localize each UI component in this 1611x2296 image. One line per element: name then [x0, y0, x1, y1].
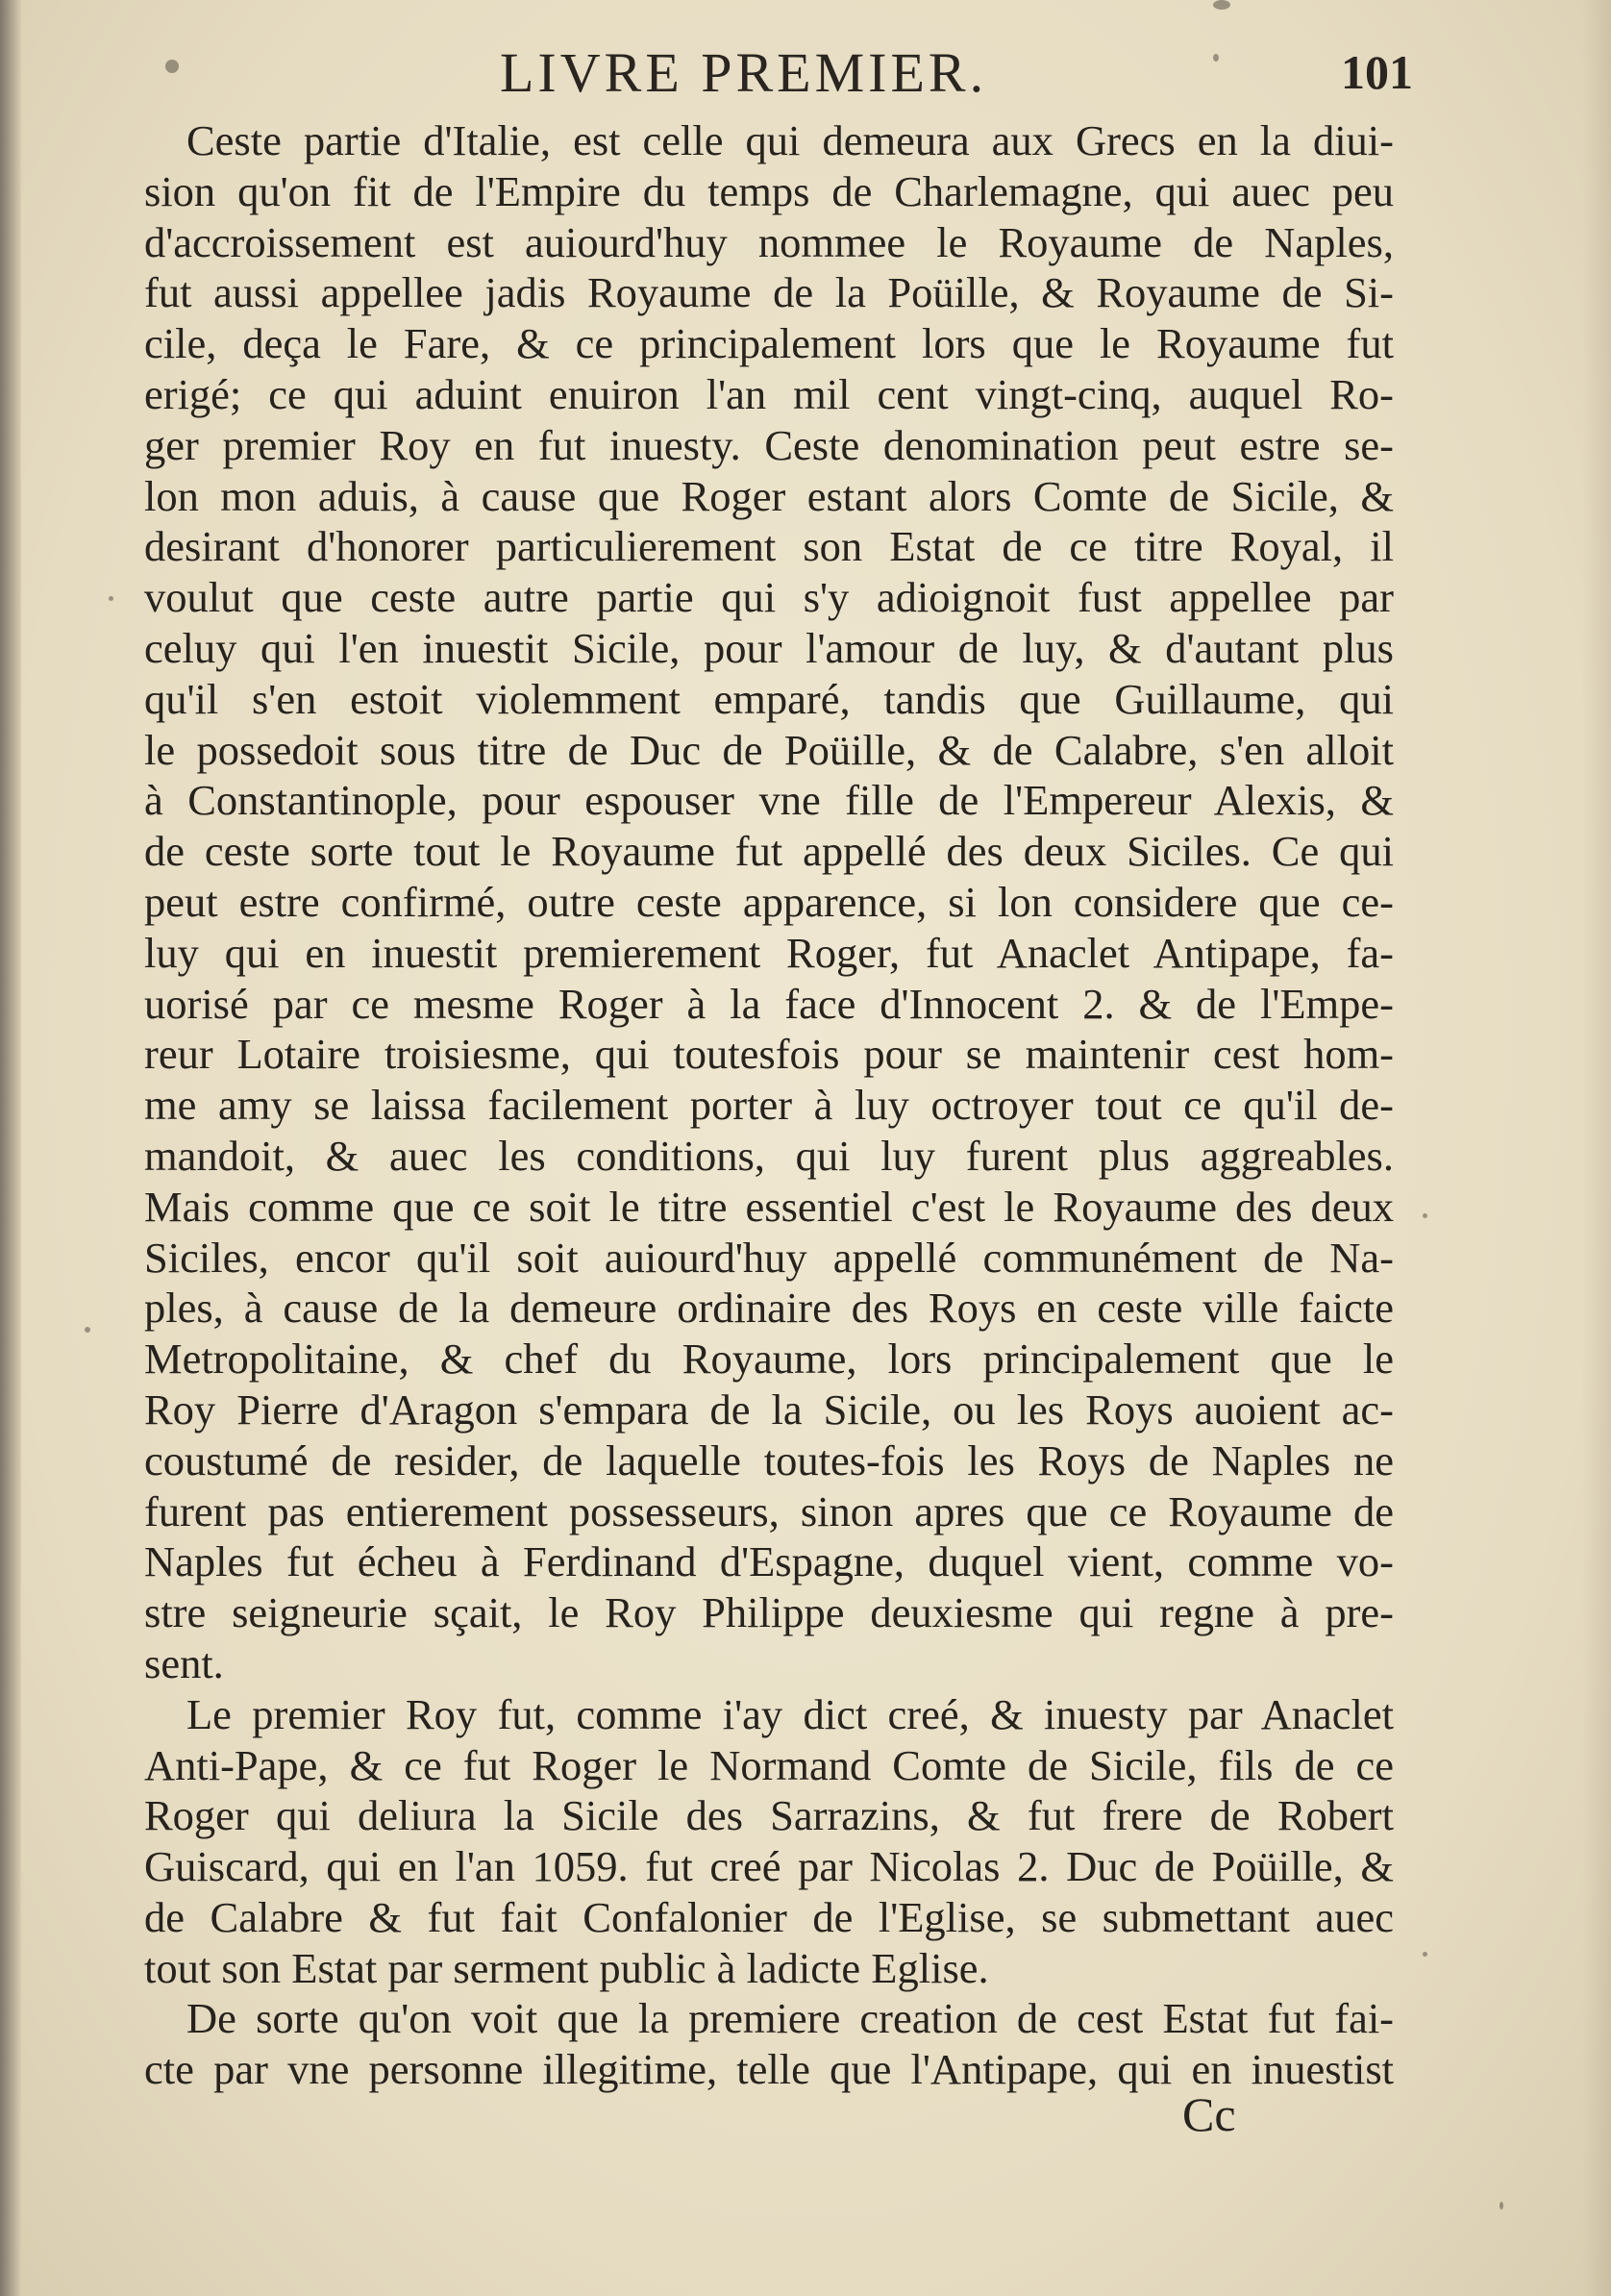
page-number: 101: [1341, 45, 1413, 99]
text-line: Mais comme que ce soit le titre essentiel c'est le Royaume des deux: [144, 1182, 1394, 1231]
text-line: Metropolitaine, & chef du Royaume, lors principalement que le: [144, 1335, 1394, 1384]
text-line: uorisé par ce mesme Roger à la face d'Innocent 2. & de l'Empe-: [144, 979, 1394, 1028]
text-line: ples, à cause de la demeure ordinaire des Roys en ceste ville faicte: [144, 1284, 1394, 1333]
text-line: lon mon aduis, à cause que Roger estant alors Comte de Sicile, &: [144, 471, 1394, 520]
text-line: sion qu'on fit de l'Empire du temps de Charlemagne, qui auec peu: [144, 166, 1394, 215]
text-line: celuy qui l'en inuestit Sicile, pour l'amour de luy, & d'autant plus: [144, 623, 1394, 672]
text-line: mandoit, & auec les conditions, qui luy furent plus aggreables.: [144, 1131, 1394, 1180]
text-line: luy qui en inuestit premierement Roger, fut Anaclet Antipape, fa-: [144, 928, 1394, 977]
catchword: Cc: [1182, 2087, 1236, 2141]
binding-gutter: [0, 0, 21, 2296]
text-line: furent pas entierement possesseurs, sinon apres que ce Royaume de: [144, 1486, 1394, 1535]
page-header: [144, 40, 1413, 108]
text-line: fut aussi appellee jadis Royaume de la Poüille, & Royaume de Si-: [144, 268, 1394, 317]
text-line: Anti-Pape, & ce fut Roger le Normand Comte de Sicile, fils de ce: [144, 1740, 1394, 1789]
text-line: coustumé de resider, de laquelle toutes-fois les Roys de Naples ne: [144, 1435, 1394, 1485]
text-line: Le premier Roy fut, comme i'ay dict creé, & inuesty par Anaclet: [186, 1689, 1394, 1738]
text-line: Roger qui deliura la Sicile des Sarrazins, & fut frere de Robert: [144, 1791, 1394, 1840]
running-title: LIVRE PREMIER.: [500, 41, 988, 104]
text-line: Ceste partie d'Italie, est celle qui demeura aux Grecs en la diui-: [186, 116, 1394, 164]
text-line: Guiscard, qui en l'an 1059. fut creé par Nicolas 2. Duc de Poüille, &: [144, 1842, 1394, 1891]
text-line: erigé; ce qui aduint enuiron l'an mil cent vingt-cinq, auquel Ro-: [144, 369, 1394, 418]
text-line: De sorte qu'on voit que la premiere creation de cest Estat fut fai-: [186, 1994, 1394, 2043]
text-line: cte par vne personne illegitime, telle que l'Antipape, qui en inuestist: [144, 2045, 1394, 2094]
ink-speck: [85, 1327, 90, 1333]
text-line: qu'il s'en estoit violemment emparé, tandis que Guillaume, qui: [144, 674, 1394, 723]
text-line: cile, deça le Fare, & ce principalement lors que le Royaume fut: [144, 319, 1394, 368]
ink-speck: [1423, 1213, 1427, 1218]
text-line: de Calabre & fut fait Confalonier de l'Eglise, se submettant auec: [144, 1892, 1394, 1941]
text-line: Siciles, encor qu'il soit auiourd'huy appellé communément de Na-: [144, 1233, 1394, 1282]
text-line: ger premier Roy en fut inuesty. Ceste denomination peut estre se-: [144, 420, 1394, 469]
ink-speck: [1423, 1952, 1427, 1957]
text-line: à Constantinople, pour espouser vne fille de l'Empereur Alexis, &: [144, 776, 1394, 825]
page-edge-shadow: [1582, 0, 1611, 2296]
text-line: tout son Estat par serment public à ladicte Eglise.: [144, 1943, 989, 1992]
text-line: Roy Pierre d'Aragon s'empara de la Sicile, ou les Roys auoient ac-: [144, 1385, 1394, 1434]
text-line: stre seigneurie sçait, le Roy Philippe deuxiesme qui regne à pre-: [144, 1588, 1394, 1637]
text-line: sent.: [144, 1638, 224, 1687]
text-line: d'accroissement est auiourd'huy nommee le Royaume de Naples,: [144, 217, 1394, 266]
ink-speck: [109, 596, 113, 601]
ink-speck: [1213, 54, 1219, 62]
ink-speck: [1213, 0, 1230, 10]
text-line: le possedoit sous titre de Duc de Poüille, & de Calabre, s'en alloit: [144, 725, 1394, 774]
text-line: desirant d'honorer particulierement son Estat de ce titre Royal, il: [144, 522, 1394, 571]
text-line: reur Lotaire troisiesme, qui toutesfois pour se maintenir cest hom-: [144, 1030, 1394, 1079]
text-line: peut estre confirmé, outre ceste apparence, si lon considere que ce-: [144, 877, 1394, 926]
text-line: de ceste sorte tout le Royaume fut appellé des deux Siciles. Ce qui: [144, 827, 1394, 876]
body-text: [144, 115, 1394, 2095]
text-line: voulut que ceste autre partie qui s'y adioignoit fust appellee par: [144, 573, 1394, 622]
text-line: me amy se laissa facilement porter à luy octroyer tout ce qu'il de-: [144, 1081, 1394, 1130]
ink-speck: [1499, 2202, 1503, 2209]
text-line: Naples fut écheu à Ferdinand d'Espagne, duquel vient, comme vo-: [144, 1537, 1394, 1586]
ink-speck: [165, 60, 179, 73]
